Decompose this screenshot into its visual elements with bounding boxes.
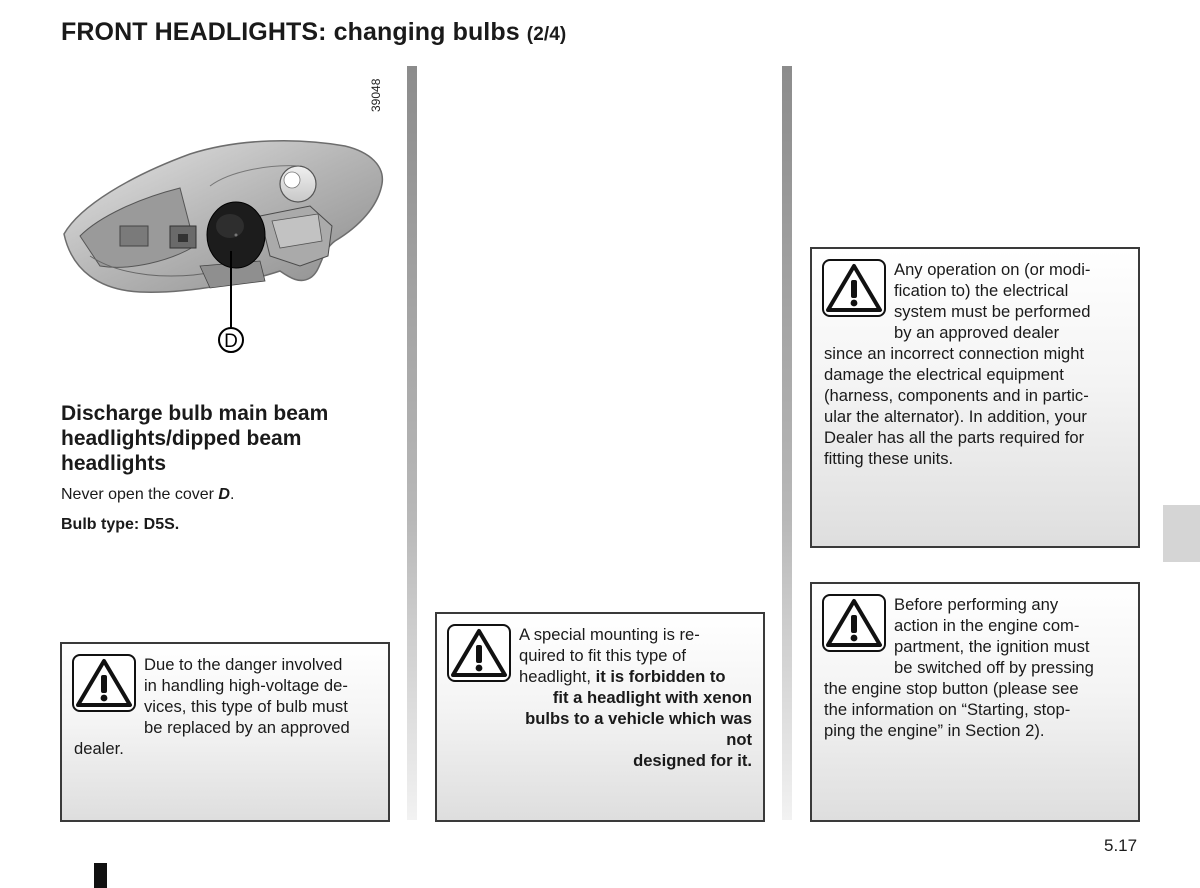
figure-ref-text: 39048 bbox=[369, 78, 383, 112]
bulb-type: Bulb type: D5S. bbox=[61, 516, 180, 533]
warning-triangle-icon bbox=[72, 654, 136, 712]
warning-triangle-icon bbox=[447, 624, 511, 682]
headlight-illustration bbox=[60, 66, 390, 366]
callout-d-label: D bbox=[224, 331, 238, 352]
warning-electrical-text: Any operation on (or modi- fication to) the electrical system must be performed by an approved dealer bbox=[894, 260, 1091, 342]
warning-mounting-text bbox=[519, 624, 752, 687]
warning-ignition-text: Before performing any action in the engine com- partment, the ignition must be switched off by pressing bbox=[894, 595, 1094, 677]
warning-mounting-bold bbox=[449, 687, 752, 771]
cover-note bbox=[61, 486, 234, 504]
warning-mounting-bold-wrap bbox=[449, 687, 752, 771]
section-side-tab bbox=[1163, 505, 1200, 562]
crop-mark bbox=[94, 863, 107, 888]
page-part-indicator: (2/4) bbox=[526, 24, 567, 45]
warning-electrical-tail: since an incorrect connection might damage the electrical equipment (harness, components and in partic- ular the alternator). In addition, your Dealer has all the parts required for fitting these units. bbox=[824, 344, 1089, 468]
warning-high-voltage-text: Due to the danger involved in handling high-voltage de- vices, this type of bulb must be replaced by an approved bbox=[144, 655, 350, 737]
warning-box-mounting bbox=[435, 612, 765, 822]
section-heading: Discharge bulb main beam headlights/dipped beam headlights bbox=[61, 402, 329, 475]
cover-note-text: Never open the cover bbox=[61, 486, 219, 503]
warning-mounting-lines: A special mounting is re- quired to fit this type of headlight, bbox=[519, 625, 700, 686]
figure-reference-code bbox=[360, 72, 390, 112]
warning-box-electrical bbox=[810, 247, 1140, 548]
warning-ignition-tail: the engine stop button (please see the information on “Starting, stop- ping the engine” in Section 2). bbox=[824, 679, 1079, 740]
warning-triangle-icon bbox=[822, 594, 886, 652]
warning-mounting-bold-inline: it is forbidden to bbox=[595, 667, 726, 686]
warning-triangle-icon bbox=[822, 259, 886, 317]
warning-high-voltage-tail: dealer. bbox=[74, 739, 124, 758]
cover-note-letter: D bbox=[218, 486, 230, 503]
page-title-text: FRONT HEADLIGHTS: changing bulbs bbox=[61, 18, 520, 46]
warning-box-ignition bbox=[810, 582, 1140, 822]
warning-box-high-voltage bbox=[60, 642, 390, 822]
page-number: 5.17 bbox=[1104, 836, 1138, 855]
column-divider-left bbox=[407, 66, 417, 820]
cover-note-suffix: . bbox=[229, 486, 235, 503]
column-divider-right bbox=[782, 66, 792, 820]
page-title bbox=[61, 18, 566, 47]
warning-mounting-bold-text: fit a headlight with xenon bulbs to a vehicle which was not designed for it. bbox=[525, 688, 752, 770]
